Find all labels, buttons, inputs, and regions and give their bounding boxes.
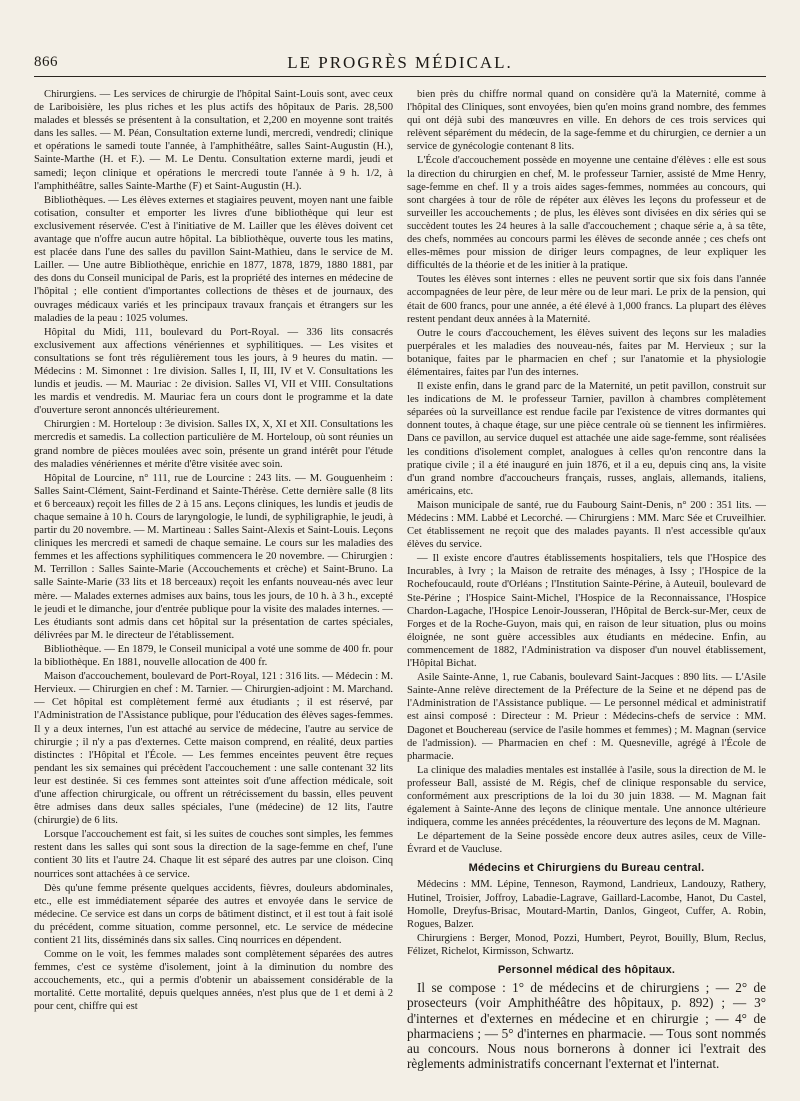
section-heading-personnel: Personnel médical des hôpitaux.	[497, 964, 676, 976]
paragraph: Maison d'accouchement, boulevard de Port-Royal, 121 : 316 lits. — Médecin : M. Hervieux. — Chirurgien en chef : M. Tarnier. — Chirurgien-adjoint : M. Marchand. — Cet hôpital est complètement fermé aux étudiants ; il est réservé, par l'Administration de l'Assistance publique, pour l'éducation des élèves sages-femmes. Il y a deux internes, l'un est attaché au service de médecine, l'autre au service de chirurgie ; il n'y a pas d'externes. Cette maison comprend, en réalité, deux parties distinctes : l'Hôpital et l'École. — Les femmes enceintes peuvent être reçues pendant les six semaines qui précèdent l'accouchement : une salle contenant 32 lits leur est destinée. Si ces femmes sont atteintes soit d'une affection médicale, soit d'une affection chirurgicale, ou offrent un rétrécissement du bassin, elles peuvent être admises dans deux salles spéciales, l'une (médecine) de 12 lits, l'autre (chirurgie) de 6 lits.	[34, 671, 393, 827]
paragraph: Dès qu'une femme présente quelques accidents, fièvres, douleurs abdominales, etc., elle est immédiatement séparée des autres et envoyée dans le service de médecine. Ce service est dans un corps de bâtiment distinct, et il est tout à fait isolé du précédent, comme situation, comme personnel, etc. Le service de médecine contient 21 lits, disséminés dans six salles. Cinq nourrices en dépendent.	[34, 882, 393, 946]
left-column	[34, 88, 393, 1088]
two-column-body	[34, 88, 766, 1088]
right-column	[407, 88, 766, 1088]
paragraph: Le département de la Seine possède encore deux autres asiles, ceux de Ville-Évrard et de Vaucluse.	[407, 831, 766, 856]
paragraph: Bibliothèques. — Les élèves externes et stagiaires peuvent, moyen nant une faible cotisation, consulter et emporter les livres d'une bibliothèque qui leur est exclusivement réservée. C'est à l'initiative de M. Lailler que les élèves doivent cet avantage que n'offre aucun autre hôpital. La bibliothèque, ouverte tous les matins, est placée dans l'une des salles du pavillon Saint-Mathieu, dans le service de M. Lailler. — Une autre Bibliothèque, enrichie en 1877, 1878, 1879, 1880 1881, par des dons du Conseil municipal de Paris, est la propriété des internes en médecine de l'hôpital ; elle contient d'importantes collections de thèses et de journaux, des ouvrages médicaux variés et les principaux travaux français et étrangers sur les maladies de la peau : 1025 volumes.	[34, 194, 393, 324]
paragraph: Il existe enfin, dans le grand parc de la Maternité, un petit pavillon, construit sur les indications de M. le professeur Tarnier, pavillon à chambres complètement séparées où la surveillance est rendue facile par l'existence de vitres dormantes qui donnent toutes, à chaque étage, sur une pièce centrale où se tiennent les infirmières. Dans ce pavillon, au service duquel est attachée une aide sage-femme, sont réalisées les conditions d'isolement complet, analogues à celles qu'on rencontre dans la pratique civile ; il a été inauguré en juin 1876, et il a eu, depuis cinq ans, la visite d'un grand nombre d'accoucheurs français, russes, anglais, allemands, italiens, américains, etc.	[407, 381, 766, 497]
paragraph: La clinique des maladies mentales est installée à l'asile, sous la direction de M. le professeur Ball, assisté de M. Régis, chef de clinique responsable du service, conformément aux prescriptions de la loi du 30 juin 1838. — M. Magnan fait également à Sainte-Anne des leçons de clinique mentale. Une annonce ultérieure indiquera, comme les années précédentes, la réouverture des leçons de M. Magnan.	[407, 764, 766, 829]
paragraph: Il se compose : 1° de médecins et de chirurgiens ; — 2° de prosecteurs (voir Amphithéâtre des hôpitaux, p. 892) ; — 3° d'internes et d'externes en médecine et en chirurgie ; — 4° de pharmaciens ; — 5° d'internes en pharmacie. — Tous sont nommés au concours. Nous nous bornerons à donner ici l'extrait des règlements administratifs concernant l'externat et l'internat.	[407, 980, 766, 1072]
paragraph: Bibliothèque. — En 1879, le Conseil municipal a voté une somme de 400 fr. pour la bibliothèque. En 1881, nouvelle allocation de 400 fr.	[34, 643, 393, 669]
running-header	[34, 52, 766, 77]
paragraph: Hôpital du Midi, 111, boulevard du Port-Royal. — 336 lits consacrés exclusivement aux affections vénériennes et syphilitiques. — Les visites et consultations se font très régulièrement tous les jours, à 9 heures du matin. — Médecins : M. Simonnet : 1re division. Salles I, II, III, IV et V. Consultations les lundis et jeudis. — M. Mauriac : 2e division. Salles VI, VII et VIII. Consultations les mardis et vendredis. M. Mauriac fera un cours dont le programme et la date d'ouverture seront annoncés ultérieurement.	[34, 326, 393, 417]
paragraph: — Il existe encore d'autres établissements hospitaliers, tels que l'Hospice des Incurables, à Ivry ; la Maison de retraite des ménages, à Issy ; l'Hospice de la Rochefoucauld, route d'Orléans ; l'Institution Sainte-Périne, à Auteuil, boulevard de Ste-Périne ; l'Hospice Saint-Michel, l'Hospice de la Reconnaissance, l'Hospice Chardon-Lagache, l'Hospice Lenoir-Jousseran, l'Hôpital de Berck-sur-Mer, ceux de Forges et de la Roche-Guyon, mais qui, en raison de leur situation, plus ou moins éloignée, ne sont guère accessibles aux étudiants en médecine. Enfin, au commencement de 1882, l'Administration va disposer d'un nouvel établissement, l'Hôpital Bichat.	[407, 553, 766, 670]
paragraph: Chirurgiens : Berger, Monod, Pozzi, Humbert, Peyrot, Bouilly, Blum, Reclus, Félizet, Richelot, Kirmisson, Schwartz.	[407, 932, 766, 957]
paragraph: Chirurgien : M. Horteloup : 3e division. Salles IX, X, XI et XII. Consultations les mercredis et samedis. La collection particulière de M. Horteloup, où sont réunies un grand nombre de pièces moulées avec soin, présente un grand intérêt pour l'étude des maladies vénériennes et mérite d'être visitée avec soin.	[34, 419, 393, 470]
paragraph: Chirurgiens. — Les services de chirurgie de l'hôpital Saint-Louis sont, avec ceux de Lariboisière, les plus riches et les plus actifs des hôpitaux de Paris. 28,500 malades et blessés se présentent à la consultation, et 2,200 en moyenne sont traités dans les salles. — M. Péan, Consultation externe lundi, mercredi, vendredi; clinique et opérations le samedi toute l'année, à l'amphithéâtre, salles Saint-Augustin (H.), Sainte-Marthe (H. et F.). — M. Le Dentu. Consultation externe mardi, jeudi et samedi; leçon clinique et opérations le mercredi toute l'année à 9 h. 1/2, à l'amphithéâtre, salles Sainte-Marthe (F) et Saint-Augustin (H.).	[34, 89, 393, 192]
paragraph: L'École d'accouchement possède en moyenne une centaine d'élèves : elle est sous la direction du chirurgien en chef, M. le professeur Tarnier, assisté de Mme Henry, sage-femme en chef. Il y a trois aides sages-femmes, nommées au concours, qui sont chargées à tour de rôle de répéter aux élèves les leçons du professeur et de surveiller les accouchements ; de plus, les élèves sont divisées en dix séries qui se succèdent toutes les 24 heures à la salle d'accouchement ; chaque série a, à sa tête, des chefs, nommées au concours parmi les élèves de seconde année ; ces chefs ont elles-mêmes pour mission de diriger leurs compagnes, de leur expliquer les difficultés de la théorie et de les initier à la pratique.	[407, 155, 766, 272]
section-heading-bureau-central: Médecins et Chirurgiens du Bureau central.	[468, 862, 705, 875]
paragraph: Maison municipale de santé, rue du Faubourg Saint-Denis, n° 200 : 351 lits. — Médecins : MM. Labbé et Lecorché. — Chirurgiens : MM. Marc Sée et Cruveilhier. Cet établissement ne reçoit que des malades payants. Il n'est accessible qu'aux élèves du service.	[407, 499, 766, 551]
paragraph: Hôpital de Lourcine, n° 111, rue de Lourcine : 243 lits. — M. Gouguenheim : Salles Saint-Clément, Saint-Ferdinand et Sainte-Thérèse. Cette dernière salle (8 lits et 6 berceaux) reçoit les filles de 2 à 15 ans. Leçons cliniques, les lundis et jeudis de chaque semaine à 10 h. Cours de laryngologie, le lundi, de syphiligraphie, le jeudi, à partir du 20 novembre. — M. Martineau : Salles Saint-Alexis et Saint-Louis. Leçons cliniques les mercredi et samedi de chaque semaine. Le cours sur les maladies des femmes et les affections syphilitiques commencera le 20 novembre. — Chirurgien : M. Terrillon : Salles Sainte-Marie (Accouchements et crèche) et Saint-Bruno. La salle Sainte-Marie (33 lits et 18 berceaux) reçoit les enfants nouveau-nés avec leur mère. — Malades externes admises aux bains, tous les jours, de 10 h. à 3 h., excepté le jeudi et le dimanche, jour d'entrée publique pour la visite des malades internes. — Les étudiants sont admis dans cet hôpital sur la présentation de cartes spéciales, délivrées par M. le directeur de l'établissement.	[34, 472, 393, 641]
paragraph: Médecins : MM. Lépine, Tenneson, Raymond, Landrieux, Landouzy, Rathery, Hutinel, Troisier, Joffroy, Labadie-Lagrave, Gaillard-Lacombe, Hanot, Du Castel, Homolle, Dreyfus-Brisac, Moutard-Martin, Danlos, Gingeot, Cuffer, A. Robin, Rogues, Balzer.	[407, 879, 766, 930]
paragraph: Outre le cours d'accouchement, les élèves suivent des leçons sur les maladies puerpérales et les maladies des nouveau-nés, faites par M. Hervieux ; sur la botanique, faites par le pharmacien en chef ; sur l'anatomie et la physiologie élémentaires, faites par l'un des internes.	[407, 327, 766, 378]
paragraph: bien près du chiffre normal quand on considère qu'à la Maternité, comme à l'hôpital des Cliniques, sont envoyées, bien qu'en moins grand nombre, des femmes qui ont déjà subi des manœuvres en ville. En dehors de ces trois services qui relèvent séparément du médecin, de la sage-femme et du chirurgien, ce dernier a un service de gynécologie contenant 8 lits.	[407, 89, 766, 153]
paragraph: Comme on le voit, les femmes malades sont complètement séparées des autres femmes, c'est ce système d'isolement, joint à la diminution du nombre des accouchements, etc., qui a permis d'obtenir un abaissement considérable de la mortalité. Cette mortalité, depuis quelques années, n'est plus que de 1 et demi à 2 pour cent, chiffre qui est	[34, 949, 393, 1013]
paragraph: Lorsque l'accouchement est fait, si les suites de couches sont simples, les femmes restent dans les salles qui sont sous la direction de la sage-femme en chef, l'une contient 30 lits et l'autre 24. Chaque lit est séparé des autres par une cloison. Cinq nourrices sont attachées à ce service.	[34, 829, 393, 880]
paragraph: Toutes les élèves sont internes : elles ne peuvent sortir que six fois dans l'année accompagnées de leur père, de leur mère ou de leur mari. Le prix de la pension, qui était de 600 francs, pour une année, a été élevé à 1,000 francs. La plupart des élèves restent pendant deux années à la Maternité.	[407, 274, 766, 325]
paragraph: Asile Sainte-Anne, 1, rue Cabanis, boulevard Saint-Jacques : 890 lits. — L'Asile Sainte-Anne relève directement de la Préfecture de la Seine et ne dépend pas de l'Administration de l'Assistance publique. — Le personnel médical et administratif est ainsi composé : Directeur : M. Prieur : Médecins-chefs de service : MM. Dagonet et Bouchereau (service de l'asile hommes et femmes) ; M. Magnan (service de l'admission). — Pharmacien en chef : M. Quesneville, agrégé à l'École de pharmacie.	[407, 672, 766, 762]
journal-title: LE PROGRÈS MÉDICAL.	[287, 53, 513, 72]
page-number: 866	[34, 54, 58, 70]
